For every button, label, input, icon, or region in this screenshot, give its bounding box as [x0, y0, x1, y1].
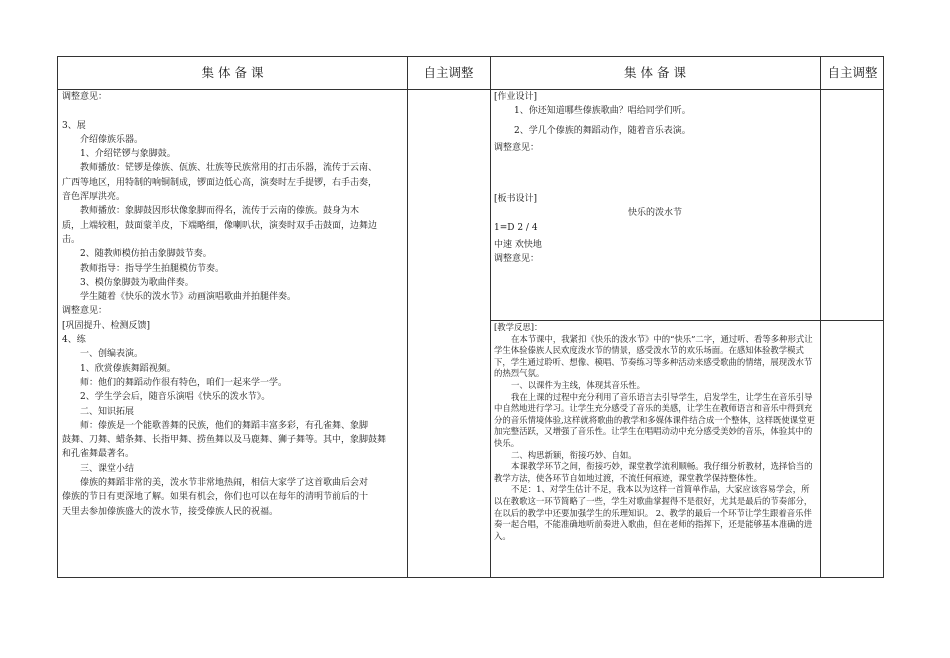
column-divider [490, 57, 491, 577]
reflection-paragraph: 二、构思新颖，衔接巧妙、自如。 [511, 449, 637, 460]
board-key: 1=D 2 / 4 [494, 222, 538, 233]
reflection-heading: [教学反思]： [494, 322, 543, 332]
reflection-paragraph: 不足：1、对学生估计不足，我本以为这样一首简单作品，大家应该容易学会，所以在教歌这一环节简略了一些，学生对歌曲掌握得不是很好，尤其是最后的节奏部分，在以后的教学中还要加强学生的乐理知识。 2、教学的最后一个环节让学生跟着音乐伴奏一起合唱，不能准确地听前奏进入歌曲，但在老师的指挥下，还是能够基本准确的进入。 [494, 484, 813, 541]
lesson-line: 2、学生学会后，随音乐演唱《快乐的泼水节》。 [80, 392, 271, 403]
lesson-line: 介绍傣族乐器。 [80, 134, 144, 145]
lesson-line: 二、知识拓展 [80, 406, 135, 417]
lesson-line: 音色浑厚洪亮。 [62, 192, 126, 203]
left-lesson-body [62, 90, 404, 519]
lesson-line: 学生随着《快乐的泼水节》动画演唱歌曲并拍腿伴奏。 [80, 292, 297, 303]
lesson-line [62, 104, 404, 118]
lesson-line: 教师播放：铓锣是傣族、佤族、壮族等民族常用的打击乐器，流传于云南、 [80, 163, 378, 174]
lesson-line: 调整意见： [62, 306, 108, 317]
lesson-line: [巩固提升、检测反馈] [62, 320, 151, 331]
lesson-line: 4、练 [62, 335, 86, 346]
board-heading: [板书设计] [494, 194, 538, 205]
lesson-line: 调整意见： [62, 92, 108, 102]
lesson-line: 广西等地区，用特制的响铜制成，锣面边低心高，演奏时左手提锣，右手击奏， [62, 177, 378, 188]
homework-item: 1、你还知道哪些傣族歌曲？唱给同学们听。 [514, 106, 691, 117]
lesson-line: 3、模仿象脚鼓为歌曲伴奏。 [80, 277, 194, 288]
right-upper-body [494, 90, 816, 267]
lesson-line: 天里去参加傣族盛大的泼水节，接受傣族人民的祝福。 [62, 506, 279, 517]
lesson-line: 击。 [62, 234, 81, 245]
lesson-line: 教师指导：指导学生拍腿模仿节奏。 [80, 263, 225, 274]
right-header-adjust: 自主调整 [827, 65, 878, 80]
lesson-line: 傣族的舞蹈非常的美，泼水节非常地热闹，相信大家学了这首歌曲后会对 [80, 478, 369, 489]
lesson-line: 1、欣赏傣族舞蹈视频。 [80, 363, 176, 374]
right-header-title: 集 体 备 课 [624, 65, 686, 80]
reflection-paragraph: 本课教学环节之间，衔接巧妙，课堂教学流利顺畅。我仔细分析教材，选择恰当的教学方法，使各环节自如地过渡，不流任何痕迹，课堂教学保持整体性。 [494, 461, 813, 483]
teaching-reflection [494, 322, 816, 542]
adjustment-note: 调整意见： [494, 142, 540, 153]
section-divider [490, 320, 883, 321]
lesson-line: 傣族的节日有更深地了解。如果有机会，你们也可以在每年的清明节前后的十 [62, 492, 369, 503]
column-divider [820, 57, 821, 577]
lesson-line: 三、课堂小结 [80, 463, 135, 474]
lesson-line: 一、创编表演。 [80, 349, 144, 360]
lesson-line: 鼓舞、刀舞、蜡条舞、长指甲舞、捞鱼舞以及马鹿舞、狮子舞等。其中，象脚鼓舞 [62, 435, 387, 446]
board-title: 快乐的泼水节 [627, 208, 682, 219]
homework-item: 2、学几个傣族的舞蹈动作，随着音乐表演。 [514, 125, 691, 136]
lesson-line: 1、介绍铓锣与象脚鼓。 [80, 149, 176, 160]
reflection-paragraph: 我在上课的过程中充分利用了音乐语言去引导学生，启发学生，让学生在音乐引导中自然地进行学习。让学生充分感受了音乐的美感，让学生在教师语言和音乐中得到充分的音乐情境体验,这样就将歌曲的教学和多媒体课件结合成一个整体，这样既使课堂更加完整活跃，又增强了音乐性。让学生在唱唱动动中充分感受美妙的音乐，体验其中的快乐。 [494, 391, 815, 448]
lesson-line: 师：他们的舞蹈动作很有特色，咱们一起来学一学。 [80, 377, 288, 388]
lesson-plan-table [57, 56, 884, 578]
reflection-paragraph: 一、以课件为主线，体现其音乐性。 [511, 379, 645, 390]
reflection-paragraph: 在本节课中，我紧扣《快乐的泼水节》中的“快乐”二字，通过听、看等多种形式让学生体验傣族人民欢度泼水节的情景，感受泼水节的欢乐场面。在感知体验教学模式下，学生通过聆听、想像、模唱、节奏练习等多种活动来感受歌曲的情绪，展现泼水节的热烈气氛。 [494, 333, 813, 379]
left-header-adjust: 自主调整 [423, 65, 474, 80]
lesson-line: 质，上端较粗，鼓面蒙羊皮，下端略细，像喇叭状，演奏时双手击鼓面，边舞边 [62, 220, 378, 231]
lesson-line: 师：傣族是一个能歌善舞的民族，他们的舞蹈丰富多彩，有孔雀舞、象脚 [80, 420, 369, 431]
homework-heading: [作业设计] [494, 92, 538, 102]
lesson-line: 3、展 [62, 120, 86, 131]
column-divider [407, 57, 408, 577]
left-header-title: 集 体 备 课 [201, 65, 264, 80]
board-tempo: 中速 欢快地 [494, 240, 542, 251]
lesson-line: 2、随教师模仿拍击象脚鼓节奏。 [80, 249, 212, 260]
lesson-line: 教师播放：象脚鼓因形状像象脚而得名，流传于云南的傣族。鼓身为木 [80, 206, 360, 217]
adjustment-note: 调整意见： [494, 254, 540, 265]
lesson-line: 和孔雀舞最著名。 [62, 449, 135, 460]
